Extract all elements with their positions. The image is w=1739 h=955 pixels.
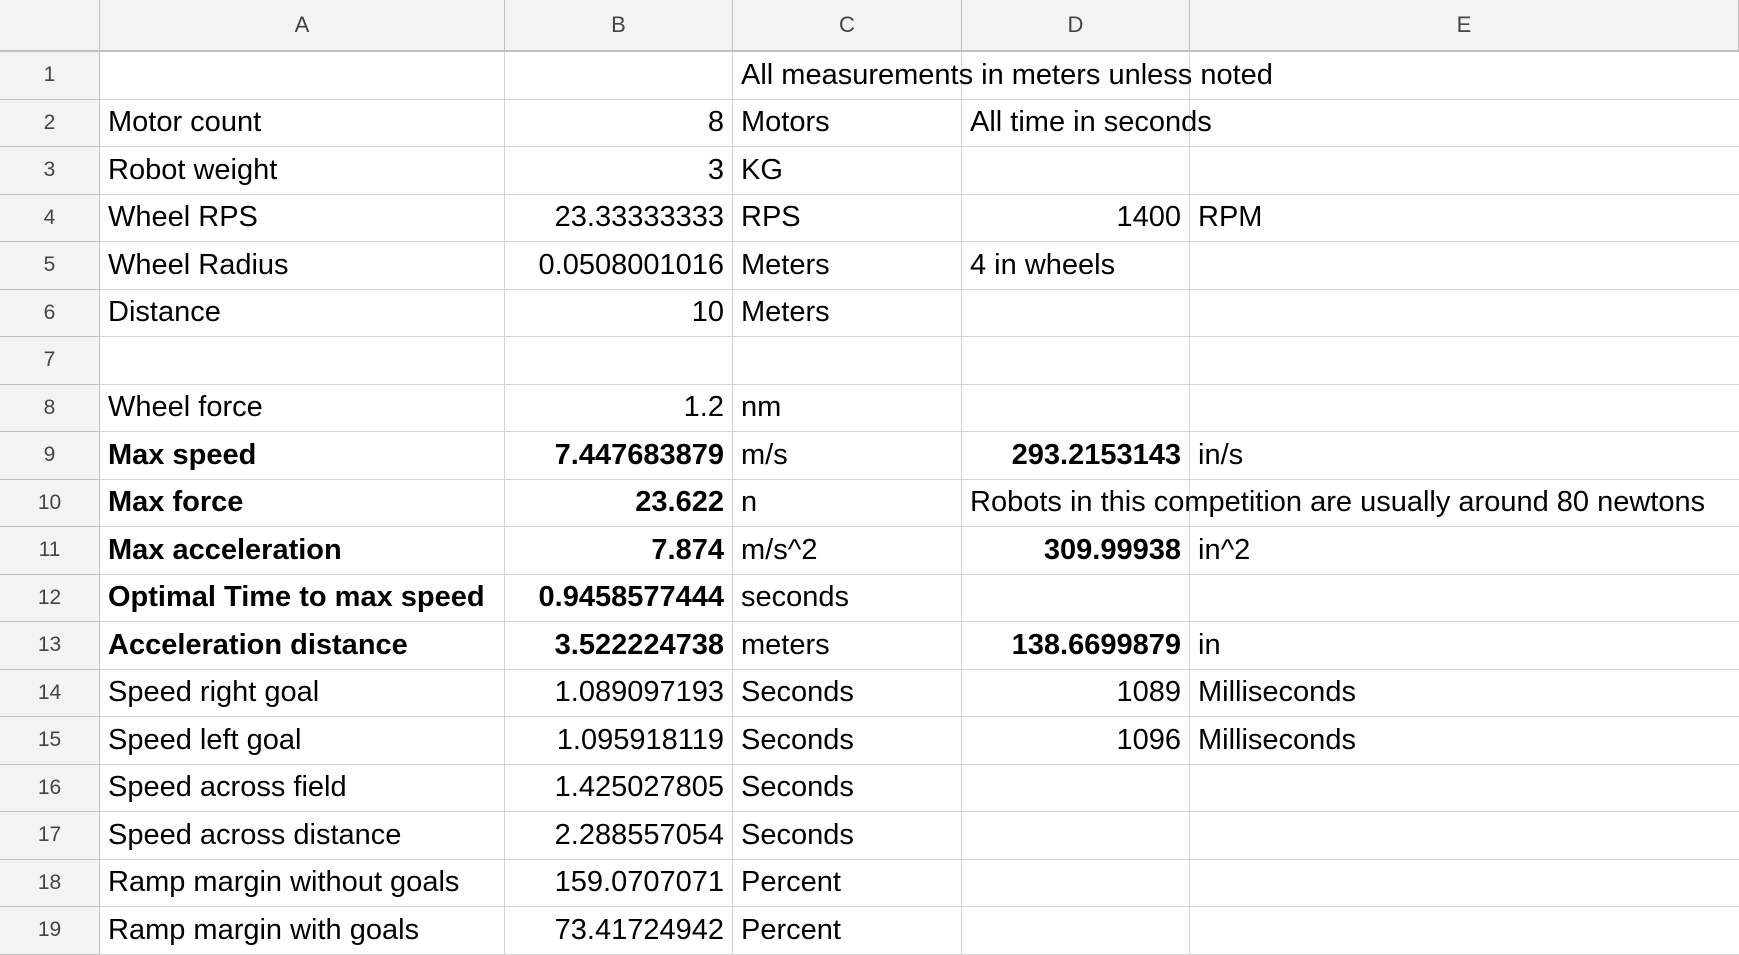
cell-e13[interactable] bbox=[1190, 622, 1739, 670]
cell-d13[interactable] bbox=[962, 622, 1190, 670]
cell-text: Wheel RPS bbox=[108, 201, 258, 234]
cell-text: Speed across field bbox=[108, 771, 347, 804]
cell-text: 4 in wheels bbox=[970, 248, 1116, 281]
cell-c16[interactable] bbox=[733, 765, 962, 813]
cell-text: RPM bbox=[1198, 201, 1263, 234]
row-header[interactable]: 2 bbox=[0, 100, 100, 148]
cell-text: nm bbox=[741, 391, 782, 424]
cell-text: seconds bbox=[741, 581, 850, 614]
cell-text: Speed right goal bbox=[108, 676, 320, 709]
column-header-b[interactable]: B bbox=[505, 0, 733, 52]
cell-text: Acceleration distance bbox=[108, 628, 408, 661]
row-header[interactable]: 11 bbox=[0, 527, 100, 575]
cell-e11[interactable] bbox=[1190, 527, 1739, 575]
cell-a1[interactable] bbox=[100, 52, 505, 100]
cell-e4[interactable] bbox=[1190, 195, 1739, 243]
cell-text: 138.6699879 bbox=[1011, 628, 1181, 661]
cell-e16[interactable] bbox=[1190, 765, 1739, 813]
cell-c10[interactable] bbox=[733, 480, 962, 528]
cell-a10[interactable] bbox=[100, 480, 505, 528]
cell-text: Motors bbox=[741, 106, 830, 139]
cell-c1[interactable] bbox=[733, 52, 1273, 100]
row-header[interactable]: 14 bbox=[0, 670, 100, 718]
cell-text: Seconds bbox=[741, 771, 854, 804]
cell-c18[interactable] bbox=[733, 860, 962, 908]
cell-text: 159.0707071 bbox=[554, 866, 724, 899]
cell-d7[interactable] bbox=[962, 337, 1190, 385]
cell-b17[interactable] bbox=[505, 812, 733, 860]
cell-a19[interactable] bbox=[100, 907, 505, 955]
cell-text: Ramp margin without goals bbox=[108, 866, 460, 899]
cell-a9[interactable] bbox=[100, 432, 505, 480]
column-header-d[interactable]: D bbox=[962, 0, 1190, 52]
cell-b5[interactable] bbox=[505, 242, 733, 290]
column-header-c[interactable]: C bbox=[733, 0, 962, 52]
cell-d16[interactable] bbox=[962, 765, 1190, 813]
row-header[interactable]: 17 bbox=[0, 812, 100, 860]
row-header[interactable]: 7 bbox=[0, 337, 100, 385]
cell-text: 10 bbox=[691, 296, 724, 329]
cell-text: Percent bbox=[741, 866, 841, 899]
cell-text: n bbox=[741, 486, 758, 519]
cell-d6[interactable] bbox=[962, 290, 1190, 338]
cell-text: 23.33333333 bbox=[554, 201, 724, 234]
cell-text: 1096 bbox=[1116, 723, 1181, 756]
cell-text: 1.095918119 bbox=[556, 723, 724, 756]
cell-text: Speed across distance bbox=[108, 818, 402, 851]
cell-text: RPS bbox=[741, 201, 801, 234]
cell-b4[interactable] bbox=[505, 195, 733, 243]
cell-b12[interactable] bbox=[505, 575, 733, 623]
cell-b8[interactable] bbox=[505, 385, 733, 433]
cell-e15[interactable] bbox=[1190, 717, 1739, 765]
cell-text: in bbox=[1198, 628, 1221, 661]
cell-b18[interactable] bbox=[505, 860, 733, 908]
cell-b15[interactable] bbox=[505, 717, 733, 765]
cell-text: Seconds bbox=[741, 723, 854, 756]
row-header[interactable]: 18 bbox=[0, 860, 100, 908]
cell-a6[interactable] bbox=[100, 290, 505, 338]
row-header[interactable]: 1 bbox=[0, 52, 100, 100]
cell-text: Max force bbox=[108, 486, 244, 519]
cell-text: m/s bbox=[741, 438, 788, 471]
cell-d5[interactable] bbox=[962, 242, 1190, 290]
cell-b10[interactable] bbox=[505, 480, 733, 528]
cell-e2[interactable] bbox=[1190, 100, 1739, 148]
cell-text: 1400 bbox=[1116, 201, 1181, 234]
cell-c9[interactable] bbox=[733, 432, 962, 480]
row-header[interactable]: 8 bbox=[0, 385, 100, 433]
cell-d17[interactable] bbox=[962, 812, 1190, 860]
cell-text: 293.2153143 bbox=[1011, 438, 1181, 471]
cell-b9[interactable] bbox=[505, 432, 733, 480]
cell-e17[interactable] bbox=[1190, 812, 1739, 860]
cell-d11[interactable] bbox=[962, 527, 1190, 575]
cell-a14[interactable] bbox=[100, 670, 505, 718]
cell-text: 3.522224738 bbox=[554, 628, 724, 661]
cell-text: 0.9458577444 bbox=[538, 581, 724, 614]
cell-text: in/s bbox=[1198, 438, 1244, 471]
cell-a18[interactable] bbox=[100, 860, 505, 908]
cell-a17[interactable] bbox=[100, 812, 505, 860]
cell-text: 1089 bbox=[1116, 676, 1181, 709]
select-all-corner[interactable] bbox=[0, 0, 100, 52]
cell-text: Speed left goal bbox=[108, 723, 302, 756]
cell-e12[interactable] bbox=[1190, 575, 1739, 623]
row-header[interactable]: 15 bbox=[0, 717, 100, 765]
cell-e6[interactable] bbox=[1190, 290, 1739, 338]
column-header-a[interactable]: A bbox=[100, 0, 505, 52]
row-header[interactable]: 16 bbox=[0, 765, 100, 813]
cell-text: Distance bbox=[108, 296, 221, 329]
cell-text: 73.41724942 bbox=[554, 913, 724, 946]
cell-a16[interactable] bbox=[100, 765, 505, 813]
cell-text: 1.089097193 bbox=[554, 676, 724, 709]
cell-c13[interactable] bbox=[733, 622, 962, 670]
cell-c12[interactable] bbox=[733, 575, 962, 623]
cell-a15[interactable] bbox=[100, 717, 505, 765]
cell-text: Seconds bbox=[741, 818, 854, 851]
cell-e9[interactable] bbox=[1190, 432, 1739, 480]
cell-a3[interactable] bbox=[100, 147, 505, 195]
row-header[interactable]: 19 bbox=[0, 907, 100, 955]
cell-b14[interactable] bbox=[505, 670, 733, 718]
cell-c3[interactable] bbox=[733, 147, 962, 195]
row-header[interactable]: 10 bbox=[0, 480, 100, 528]
cell-a5[interactable] bbox=[100, 242, 505, 290]
cell-d8[interactable] bbox=[962, 385, 1190, 433]
cell-text: Robots in this competition are usually around 80 newtons bbox=[970, 486, 1706, 519]
cell-b2[interactable] bbox=[505, 100, 733, 148]
cell-text: meters bbox=[741, 628, 830, 661]
cell-c14[interactable] bbox=[733, 670, 962, 718]
cell-a2[interactable] bbox=[100, 100, 505, 148]
row-header[interactable]: 6 bbox=[0, 290, 100, 338]
cell-b16[interactable] bbox=[505, 765, 733, 813]
cell-c19[interactable] bbox=[733, 907, 962, 955]
row-header[interactable]: 3 bbox=[0, 147, 100, 195]
cell-text: 1.2 bbox=[683, 391, 724, 424]
cell-a12[interactable] bbox=[100, 575, 505, 623]
cell-text: Seconds bbox=[741, 676, 854, 709]
cell-b13[interactable] bbox=[505, 622, 733, 670]
cell-text: Milliseconds bbox=[1198, 676, 1356, 709]
cell-e19[interactable] bbox=[1190, 907, 1739, 955]
cell-c4[interactable] bbox=[733, 195, 962, 243]
cell-text: Wheel Radius bbox=[108, 248, 289, 281]
cell-text: Ramp margin with goals bbox=[108, 913, 420, 946]
cell-e3[interactable] bbox=[1190, 147, 1739, 195]
cell-d12[interactable] bbox=[962, 575, 1190, 623]
cell-d2[interactable] bbox=[962, 100, 1212, 148]
cell-e7[interactable] bbox=[1190, 337, 1739, 385]
cell-text: m/s^2 bbox=[741, 533, 818, 566]
cell-text: 2.288557054 bbox=[554, 818, 724, 851]
cell-b6[interactable] bbox=[505, 290, 733, 338]
cell-c11[interactable] bbox=[733, 527, 962, 575]
cell-b11[interactable] bbox=[505, 527, 733, 575]
row-header[interactable]: 13 bbox=[0, 622, 100, 670]
cell-c6[interactable] bbox=[733, 290, 962, 338]
cell-c7[interactable] bbox=[733, 337, 962, 385]
cell-e8[interactable] bbox=[1190, 385, 1739, 433]
cell-text: Motor count bbox=[108, 106, 262, 139]
cell-d3[interactable] bbox=[962, 147, 1190, 195]
cell-text: 3 bbox=[707, 153, 724, 186]
cell-text: Meters bbox=[741, 248, 830, 281]
cell-text: Percent bbox=[741, 913, 841, 946]
cell-c15[interactable] bbox=[733, 717, 962, 765]
cell-text: 8 bbox=[707, 106, 724, 139]
cell-text: All time in seconds bbox=[970, 106, 1212, 139]
cell-text: 309.99938 bbox=[1043, 533, 1181, 566]
cell-c2[interactable] bbox=[733, 100, 962, 148]
cell-text: Meters bbox=[741, 296, 830, 329]
row-header[interactable]: 4 bbox=[0, 195, 100, 243]
cell-b3[interactable] bbox=[505, 147, 733, 195]
cell-d9[interactable] bbox=[962, 432, 1190, 480]
cell-c5[interactable] bbox=[733, 242, 962, 290]
cell-text: All measurements in meters unless noted bbox=[741, 58, 1273, 91]
cell-text: 0.0508001016 bbox=[538, 248, 724, 281]
cell-a13[interactable] bbox=[100, 622, 505, 670]
cell-d19[interactable] bbox=[962, 907, 1190, 955]
cell-b1[interactable] bbox=[505, 52, 733, 100]
cell-d15[interactable] bbox=[962, 717, 1190, 765]
cell-e14[interactable] bbox=[1190, 670, 1739, 718]
cell-a4[interactable] bbox=[100, 195, 505, 243]
cell-text: Wheel force bbox=[108, 391, 263, 424]
cell-c17[interactable] bbox=[733, 812, 962, 860]
cell-b7[interactable] bbox=[505, 337, 733, 385]
cell-text: KG bbox=[741, 153, 783, 186]
cell-d14[interactable] bbox=[962, 670, 1190, 718]
cell-text: in^2 bbox=[1198, 533, 1251, 566]
cell-text: Milliseconds bbox=[1198, 723, 1356, 756]
cell-text: Robot weight bbox=[108, 153, 278, 186]
cell-a7[interactable] bbox=[100, 337, 505, 385]
cell-a11[interactable] bbox=[100, 527, 505, 575]
cell-d18[interactable] bbox=[962, 860, 1190, 908]
cell-text: 1.425027805 bbox=[554, 771, 724, 804]
cell-text: 7.447683879 bbox=[554, 438, 724, 471]
cell-text: 23.622 bbox=[635, 486, 724, 519]
cell-b19[interactable] bbox=[505, 907, 733, 955]
row-header[interactable]: 9 bbox=[0, 432, 100, 480]
cell-text: Max acceleration bbox=[108, 533, 342, 566]
cell-c8[interactable] bbox=[733, 385, 962, 433]
cell-e5[interactable] bbox=[1190, 242, 1739, 290]
cell-text: Max speed bbox=[108, 438, 257, 471]
cell-d4[interactable] bbox=[962, 195, 1190, 243]
cell-a8[interactable] bbox=[100, 385, 505, 433]
row-header[interactable]: 5 bbox=[0, 242, 100, 290]
cell-text: Optimal Time to max speed bbox=[108, 581, 485, 614]
cell-d10[interactable] bbox=[962, 480, 1706, 528]
row-header[interactable]: 12 bbox=[0, 575, 100, 623]
cell-text: 7.874 bbox=[651, 533, 724, 566]
column-header-e[interactable]: E bbox=[1190, 0, 1739, 52]
cell-e18[interactable] bbox=[1190, 860, 1739, 908]
